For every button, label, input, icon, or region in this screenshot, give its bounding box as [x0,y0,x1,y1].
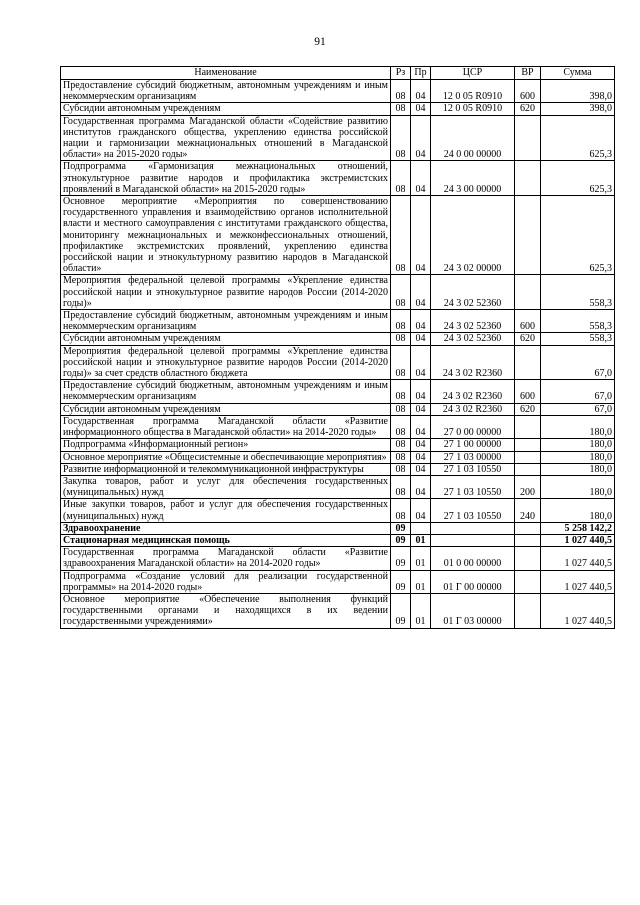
cell-rz: 08 [391,275,411,310]
cell-sum: 1 027 440,5 [541,534,615,546]
table-row [61,103,615,115]
table-row [61,380,615,403]
cell-csr: 27 1 03 10550 [431,499,515,522]
cell-rz: 08 [391,80,411,103]
cell-sum: 1 027 440,5 [541,593,615,628]
cell-vr: 620 [515,103,541,115]
cell-csr: 01 Г 03 00000 [431,593,515,628]
cell-csr: 24 0 00 00000 [431,115,515,161]
cell-rz: 08 [391,499,411,522]
cell-rz: 08 [391,161,411,196]
cell-sum: 180,0 [541,439,615,451]
cell-csr: 12 0 05 R0910 [431,80,515,103]
column-header-name: Наименование [61,67,391,80]
cell-pr: 04 [411,499,431,522]
cell-vr [515,451,541,463]
cell-sum: 558,3 [541,310,615,333]
cell-sum: 1 027 440,5 [541,570,615,593]
cell-pr: 04 [411,439,431,451]
cell-name: Подпрограмма «Создание условий для реализации государственной программы» на 2014-2020 годы» [61,570,391,593]
cell-vr [515,161,541,196]
cell-name: Субсидии автономным учреждениям [61,333,391,345]
cell-csr [431,522,515,534]
cell-sum: 558,3 [541,333,615,345]
column-header-sum: Сумма [541,67,615,80]
column-header-pr: Пр [411,67,431,80]
table-row [61,275,615,310]
cell-name: Мероприятия федеральной целевой программы «Укрепление единства российской нации и этнокультурное развитие народов России (2014-2020 годы)» [61,275,391,310]
cell-name: Стационарная медицинская помощь [61,534,391,546]
cell-rz: 09 [391,547,411,570]
column-header-csr: ЦСР [431,67,515,80]
cell-pr: 04 [411,103,431,115]
cell-vr [515,439,541,451]
cell-sum: 398,0 [541,80,615,103]
cell-sum: 180,0 [541,463,615,475]
cell-vr [515,547,541,570]
cell-name: Основное мероприятие «Мероприятия по совершенствованию государственного управления и взаимодействию органов исполнительной власти и местного самоуправления с институтами гражданского общества, мониторингу межнациональных и межконфессиональных отношений, профилактике экстремистских проявлений, укреплению единства российской нации и этнокультурному развитию народов в Магаданской области» [61,196,391,275]
cell-name: Подпрограмма «Информационный регион» [61,439,391,451]
cell-name: Здравоохранение [61,522,391,534]
cell-name: Предоставление субсидий бюджетным, автономным учреждениям и иным некоммерческим организациям [61,80,391,103]
cell-vr: 240 [515,499,541,522]
table-row [61,499,615,522]
cell-sum: 625,3 [541,196,615,275]
cell-pr: 04 [411,80,431,103]
cell-rz: 08 [391,310,411,333]
cell-rz: 09 [391,522,411,534]
cell-pr: 04 [411,451,431,463]
cell-vr [515,415,541,438]
cell-pr [411,522,431,534]
cell-csr: 27 0 00 00000 [431,415,515,438]
cell-csr: 24 3 00 00000 [431,161,515,196]
cell-name: Основное мероприятие «Общесистемные и обеспечивающие мероприятия» [61,451,391,463]
cell-sum: 180,0 [541,415,615,438]
column-header-vr: ВР [515,67,541,80]
cell-pr: 04 [411,475,431,498]
cell-vr: 620 [515,333,541,345]
cell-name: Субсидии автономным учреждениям [61,403,391,415]
cell-name: Мероприятия федеральной целевой программы «Укрепление единства российской нации и этнокультурное развитие народов России (2014-2020 годы)» за счет средств областного бюджета [61,345,391,380]
table-body [61,80,615,629]
cell-name: Предоставление субсидий бюджетным, автономным учреждениям и иным некоммерческим организациям [61,310,391,333]
cell-vr [515,345,541,380]
cell-vr [515,534,541,546]
cell-name: Субсидии автономным учреждениям [61,103,391,115]
cell-csr: 27 1 00 00000 [431,439,515,451]
cell-vr: 600 [515,80,541,103]
cell-name: Подпрограмма «Гармонизация межнациональных отношений, этнокультурное развитие народов и профилактика экстремистских проявлений в Магаданской области» на 2015-2020 годы» [61,161,391,196]
cell-sum: 558,3 [541,275,615,310]
table-row [61,451,615,463]
table-row [61,547,615,570]
cell-vr [515,115,541,161]
cell-rz: 08 [391,333,411,345]
cell-name: Государственная программа Магаданской области «Развитие здравоохранения Магаданской области» на 2014-2020 годы» [61,547,391,570]
cell-name: Закупка товаров, работ и услуг для обеспечения государственных (муниципальных) нужд [61,475,391,498]
table-row [61,475,615,498]
table-row [61,439,615,451]
cell-rz: 08 [391,439,411,451]
cell-sum: 67,0 [541,345,615,380]
cell-rz: 08 [391,380,411,403]
cell-sum: 625,3 [541,115,615,161]
cell-rz: 08 [391,415,411,438]
cell-pr: 01 [411,547,431,570]
cell-vr: 200 [515,475,541,498]
cell-vr [515,463,541,475]
cell-csr: 24 3 02 52360 [431,310,515,333]
cell-rz: 08 [391,451,411,463]
cell-pr: 01 [411,593,431,628]
table-row [61,593,615,628]
cell-sum: 5 258 142,2 [541,522,615,534]
cell-csr: 24 3 02 R2360 [431,380,515,403]
cell-name: Основное мероприятие «Обеспечение выполнения функций государственными органами и находящихся в их ведении государственными учреждениями» [61,593,391,628]
column-header-rz: Рз [391,67,411,80]
cell-rz: 09 [391,593,411,628]
cell-rz: 08 [391,103,411,115]
cell-csr: 24 3 02 R2360 [431,345,515,380]
cell-csr: 24 3 02 R2360 [431,403,515,415]
cell-csr [431,534,515,546]
cell-vr [515,593,541,628]
cell-vr [515,570,541,593]
cell-csr: 24 3 02 52360 [431,333,515,345]
cell-sum: 1 027 440,5 [541,547,615,570]
cell-csr: 12 0 05 R0910 [431,103,515,115]
cell-name: Предоставление субсидий бюджетным, автономным учреждениям и иным некоммерческим организациям [61,380,391,403]
cell-sum: 398,0 [541,103,615,115]
table-row [61,534,615,546]
cell-rz: 08 [391,475,411,498]
cell-pr: 04 [411,196,431,275]
table-row [61,403,615,415]
cell-rz: 09 [391,534,411,546]
table-row [61,463,615,475]
cell-pr: 04 [411,310,431,333]
cell-vr: 600 [515,310,541,333]
table-row [61,161,615,196]
cell-pr: 04 [411,275,431,310]
cell-vr: 600 [515,380,541,403]
cell-rz: 09 [391,570,411,593]
cell-pr: 04 [411,333,431,345]
table-row [61,522,615,534]
cell-name: Государственная программа Магаданской области «Содействие развитию институтов гражданского общества, укреплению единства российской нации и гармонизации межнациональных отношений в Магаданской области» на 2015-2020 годы» [61,115,391,161]
table-row [61,415,615,438]
table-header-row [61,67,615,80]
cell-name: Государственная программа Магаданской области «Развитие информационного общества в Магаданской области» на 2014-2020 годы» [61,415,391,438]
cell-pr: 04 [411,115,431,161]
cell-rz: 08 [391,196,411,275]
cell-sum: 180,0 [541,499,615,522]
cell-rz: 08 [391,115,411,161]
cell-vr [515,196,541,275]
table-row [61,333,615,345]
table-row [61,570,615,593]
cell-sum: 625,3 [541,161,615,196]
cell-pr: 04 [411,161,431,196]
cell-csr: 27 1 03 10550 [431,463,515,475]
cell-csr: 24 3 02 52360 [431,275,515,310]
table-row [61,196,615,275]
cell-pr: 04 [411,415,431,438]
cell-vr [515,275,541,310]
cell-vr: 620 [515,403,541,415]
cell-csr: 24 3 02 00000 [431,196,515,275]
cell-pr: 04 [411,345,431,380]
table-row [61,345,615,380]
cell-name: Развитие информационной и телекоммуникационной инфраструктуры [61,463,391,475]
cell-sum: 67,0 [541,380,615,403]
cell-vr [515,522,541,534]
cell-pr: 04 [411,380,431,403]
cell-csr: 01 0 00 00000 [431,547,515,570]
cell-rz: 08 [391,403,411,415]
cell-rz: 08 [391,463,411,475]
cell-pr: 04 [411,463,431,475]
budget-table [60,66,615,629]
cell-sum: 67,0 [541,403,615,415]
cell-name: Иные закупки товаров, работ и услуг для обеспечения государственных (муниципальных) нужд [61,499,391,522]
cell-sum: 180,0 [541,451,615,463]
cell-csr: 27 1 03 00000 [431,451,515,463]
table-row [61,310,615,333]
cell-rz: 08 [391,345,411,380]
cell-pr: 01 [411,570,431,593]
table-row [61,115,615,161]
cell-csr: 27 1 03 10550 [431,475,515,498]
table-row [61,80,615,103]
cell-pr: 04 [411,403,431,415]
cell-sum: 180,0 [541,475,615,498]
cell-pr: 01 [411,534,431,546]
page-number: 91 [314,36,326,48]
cell-csr: 01 Г 00 00000 [431,570,515,593]
